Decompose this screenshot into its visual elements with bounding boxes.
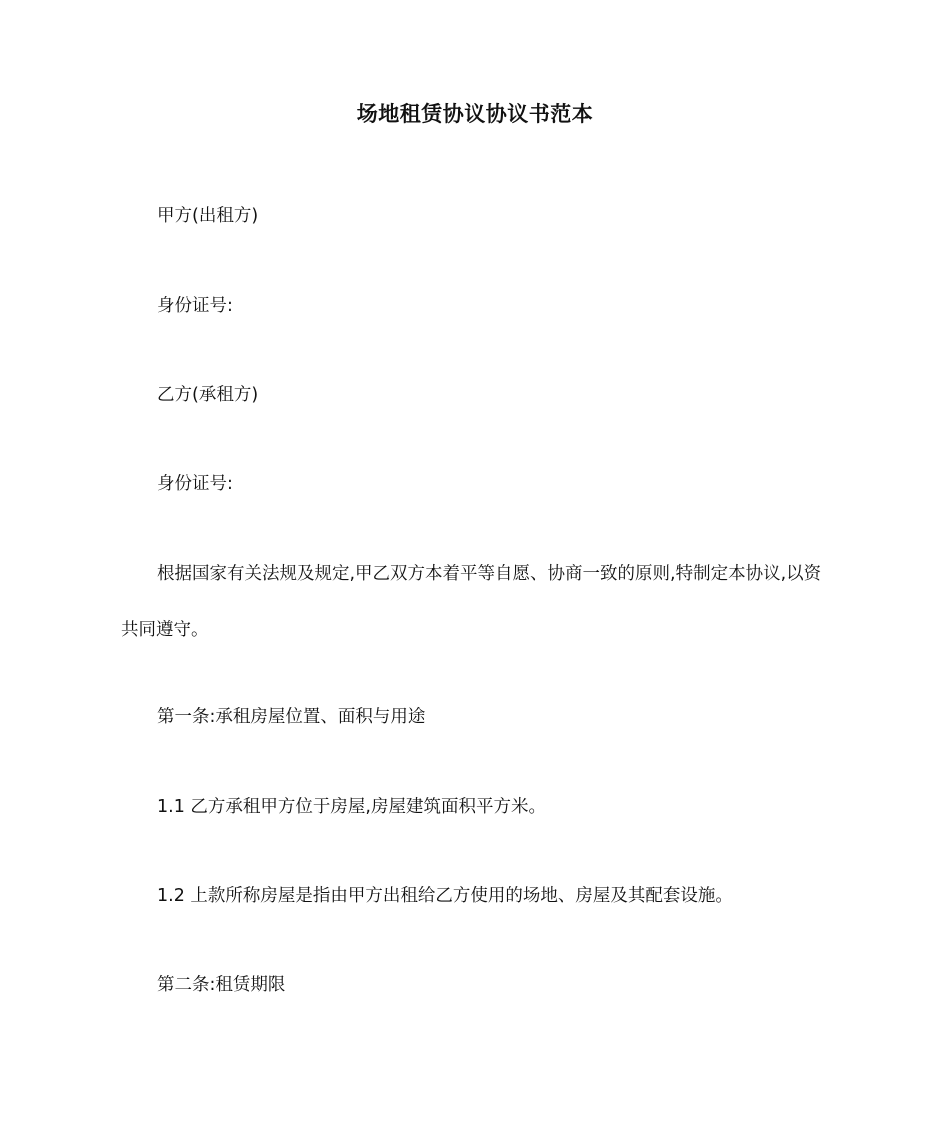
clause-1-1-text: 1.1 乙方承租甲方位于房屋,房屋建筑面积平方米。 <box>157 797 546 817</box>
party-b-id-line <box>121 474 833 494</box>
clause-1-2 <box>121 886 833 906</box>
party-b-id-text: 身份证号: <box>157 474 233 494</box>
party-b-line <box>121 385 833 405</box>
article-2-heading-text: 第二条:租赁期限 <box>157 975 286 995</box>
clause-1-1 <box>121 797 833 817</box>
clause-1-2-text: 1.2 上款所称房屋是指由甲方出租给乙方使用的场地、房屋及其配套设施。 <box>157 886 733 906</box>
party-a-text: 甲方(出租方) <box>157 206 259 226</box>
party-a-id-line <box>121 296 833 316</box>
preamble-paragraph: 根据国家有关法规及规定,甲乙双方本着平等自愿、协商一致的原则,特制定本协议,以资共同遵守。 <box>121 564 822 640</box>
party-a-id-text: 身份证号: <box>157 296 233 316</box>
article-1-heading <box>121 707 833 727</box>
party-b-text: 乙方(承租方) <box>157 385 259 405</box>
document-title: 场地租赁协议协议书范本 <box>356 102 594 126</box>
party-a-line <box>121 206 833 226</box>
article-1-heading-text: 第一条:承租房屋位置、面积与用途 <box>157 707 426 727</box>
article-2-heading <box>121 975 833 995</box>
